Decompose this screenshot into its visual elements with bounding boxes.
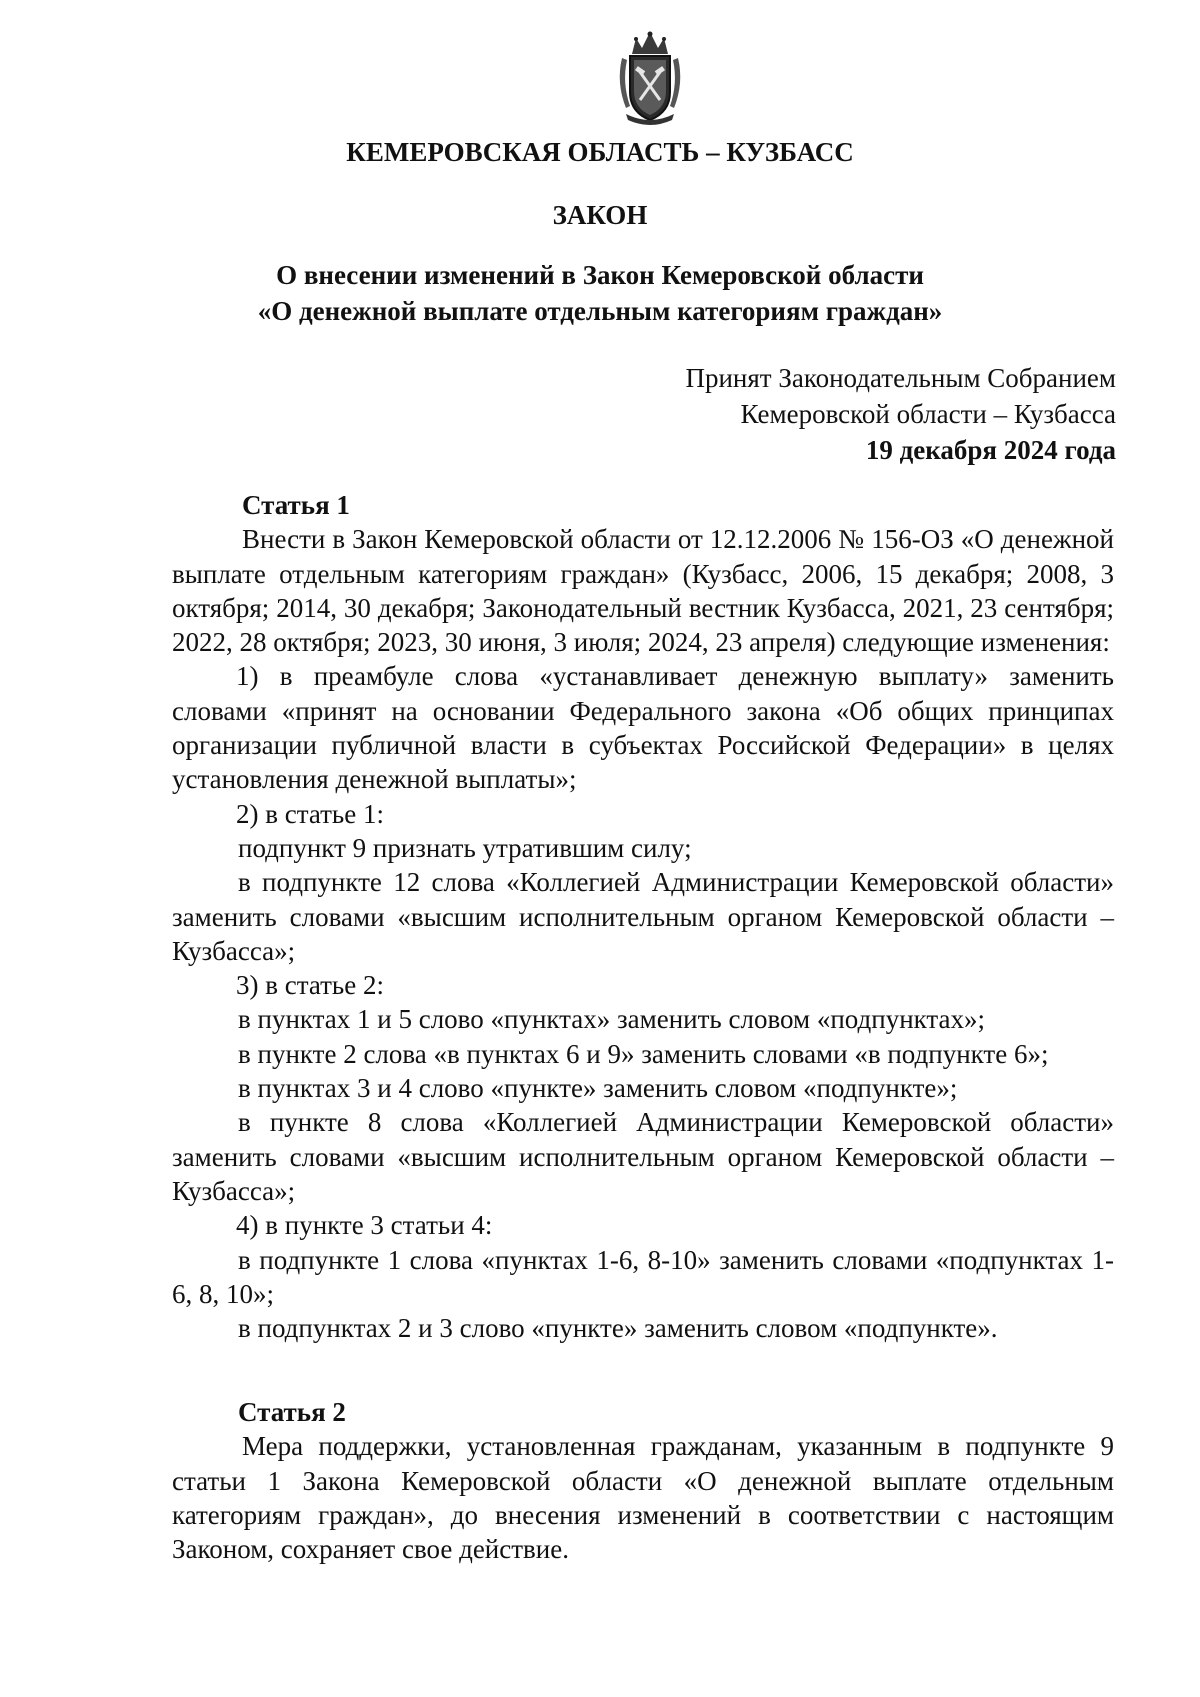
adoption-block (685, 360, 1116, 468)
article-1-intro: Внести в Закон Кемеровской области от 12.12.2006 № 156-ОЗ «О денежной выплате отдельным категориям граждан» (Кузбасс, 2006, 15 декабря; 2008, 3 октября; 2014, 30 декабря; Законодательный вестник Кузбасса, 2021, 23 сентября; 2022, 28 октября; 2023, 30 июня, 3 июля; 2024, 23 апреля) следующие изменения: (172, 524, 1114, 658)
coat-of-arms-icon (612, 28, 688, 128)
adoption-line-2: Кемеровской области – Кузбасса (740, 399, 1116, 429)
article-1-item-3-a: в пунктах 1 и 5 слово «пунктах» заменить словом «подпунктах»; (238, 1004, 986, 1035)
adoption-date: 19 декабря 2024 года (865, 435, 1116, 465)
article-1-heading: Статья 1 (242, 490, 350, 520)
law-title-line-1: О внесении изменений в Закон Кемеровской области (276, 260, 924, 290)
article-1-item-3-b: в пункте 2 слова «в пунктах 6 и 9» заменить словами «в подпункте 6»; (238, 1038, 1049, 1069)
article-1-item-2-a: подпункт 9 признать утратившим силу; (238, 832, 692, 863)
article-1 (172, 488, 1114, 1345)
article-2-text: Мера поддержки, установленная гражданам, указанным в подпункте 9 статьи 1 Закона Кемеровской области «О денежной выплате отдельным категориям граждан», до внесения изменений в соответствии с настоящим Законом, сохраняет свое действие. (172, 1431, 1114, 1565)
coat-of-arms-emblem (612, 28, 688, 128)
article-1-item-2-b: в подпункте 12 слова «Коллегией Администрации Кемеровской области» заменить словами «высшим исполнительным органом Кемеровской области – Кузбасса»; (172, 867, 1114, 966)
article-1-item-4-a: в подпункте 1 слова «пунктах 1-6, 8-10» заменить словами «подпунктах 1-6, 8, 10»; (172, 1244, 1114, 1309)
law-title-line-2: «О денежной выплате отдельным категориям граждан» (257, 296, 943, 326)
article-1-item-3: 3) в статье 2: (236, 970, 384, 1001)
article-1-item-3-c: в пунктах 3 и 4 слово «пункте» заменить словом «подпункте»; (238, 1073, 958, 1104)
article-1-item-1: 1) в преамбуле слова «устанавливает денежную выплату» заменить словами «принят на основании Федерального закона «Об общих принципах организации публичной власти в субъектах Российской Федерации» в целях установления денежной выплаты»; (172, 661, 1114, 795)
adoption-line-1: Принят Законодательным Собранием (685, 363, 1116, 393)
article-1-item-2: 2) в статье 1: (236, 798, 384, 829)
article-1-item-3-d: в пункте 8 слова «Коллегией Администрации Кемеровской области» заменить словами «высшим исполнительным органом Кемеровской области – Кузбасса»; (172, 1107, 1114, 1206)
article-2-heading: Статья 2 (238, 1397, 346, 1427)
region-title: КЕМЕРОВСКАЯ ОБЛАСТЬ – КУЗБАСС (346, 137, 854, 167)
document-type: ЗАКОН (552, 200, 648, 230)
article-1-item-4: 4) в пункте 3 статьи 4: (236, 1210, 493, 1241)
article-1-item-4-b: в подпунктах 2 и 3 слово «пункте» заменить словом «подпункте». (238, 1313, 998, 1344)
article-2 (172, 1395, 1114, 1566)
